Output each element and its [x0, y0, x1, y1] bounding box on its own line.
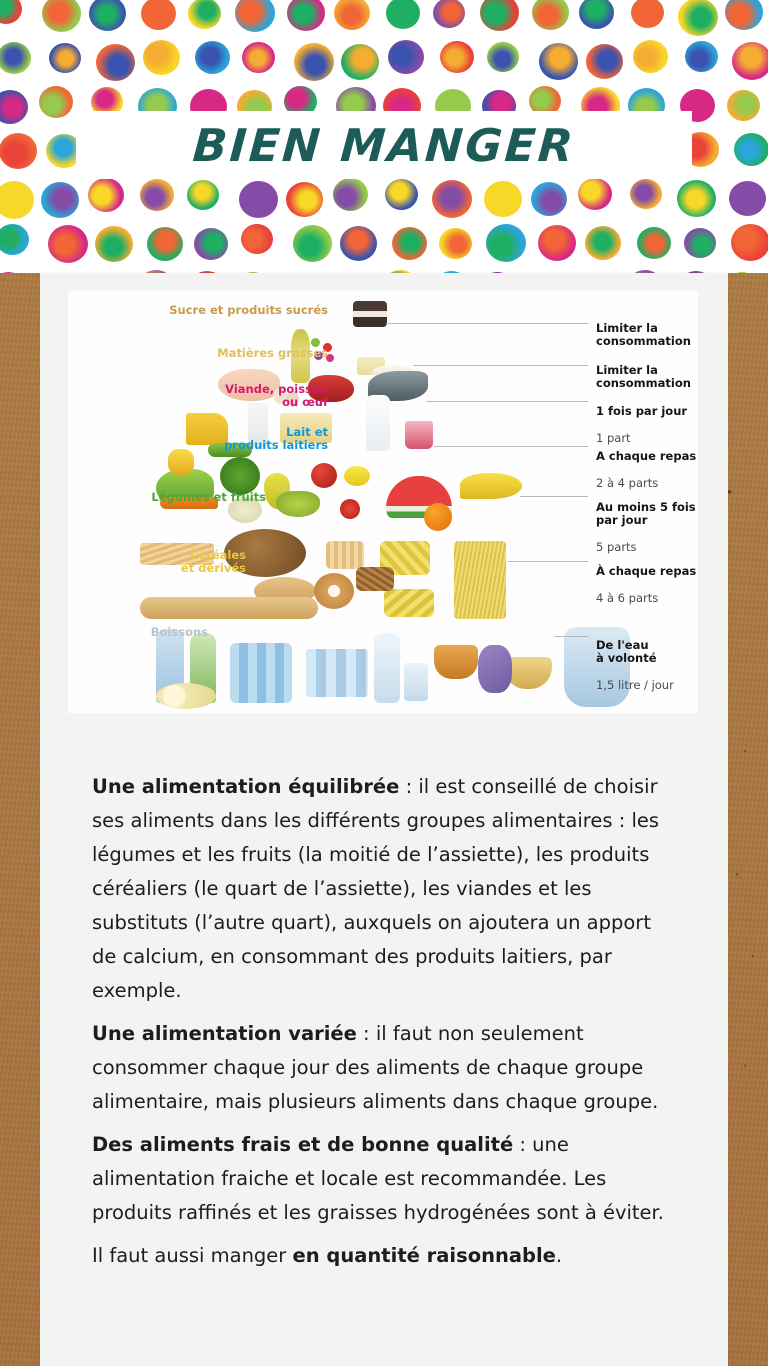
paragraph-emphasis: en quantité raisonnable — [292, 1244, 556, 1267]
watercolor-dot — [385, 179, 418, 210]
watercolor-dot — [630, 179, 662, 209]
watercolor-dot — [637, 227, 671, 259]
watercolor-dot — [333, 178, 368, 211]
pyramid-rule — [426, 401, 588, 402]
watercolor-dot — [0, 42, 31, 74]
watercolor-dot — [439, 228, 472, 259]
watercolor-dot — [49, 43, 81, 73]
food-tomato — [340, 499, 360, 519]
food-chamomile — [156, 683, 216, 709]
watercolor-dot — [487, 42, 519, 72]
paragraph-quantite — [92, 1239, 676, 1273]
watercolor-dot — [42, 0, 81, 32]
food-water-glasses — [306, 649, 368, 697]
watercolor-dot — [734, 133, 768, 166]
pyramid-rule — [434, 446, 588, 447]
watercolor-dot — [334, 0, 370, 30]
paragraph-variee — [92, 1017, 676, 1119]
watercolor-dot — [195, 41, 230, 74]
paragraph-text: Il faut aussi manger — [92, 1244, 293, 1267]
watercolor-dot — [484, 181, 522, 217]
food-plastic-bottles — [230, 643, 292, 703]
paragraph-text: . — [555, 1244, 563, 1267]
right-label-main: De l'eau à volonté — [596, 637, 657, 666]
food-spaghetti — [454, 541, 506, 619]
watercolor-dot — [440, 41, 474, 73]
right-label-sub: 2 à 4 parts — [596, 475, 659, 490]
food-yogurt — [405, 421, 433, 449]
watercolor-dot — [585, 226, 621, 260]
watercolor-dot — [388, 40, 424, 74]
watercolor-dot — [39, 86, 73, 118]
watercolor-dot — [631, 0, 664, 28]
watercolor-dot — [486, 224, 526, 262]
watercolor-dot — [392, 227, 427, 260]
food-tea-cup — [434, 645, 478, 679]
food-biscuits — [326, 541, 364, 569]
watercolor-dot — [235, 0, 275, 32]
watercolor-dot — [241, 224, 273, 254]
watercolor-dot — [95, 226, 133, 262]
watercolor-dot — [432, 180, 472, 218]
right-label-sub: 5 parts — [596, 540, 637, 555]
right-label-main: À chaque repas — [596, 563, 697, 578]
content-card — [40, 273, 728, 1366]
watercolor-dot — [0, 224, 29, 255]
watercolor-dot — [578, 178, 612, 210]
watercolor-dot — [242, 42, 275, 73]
food-milk-bottle — [366, 395, 390, 451]
right-label-main: Au moins 5 fois par jour — [596, 499, 696, 528]
watercolor-dot — [48, 225, 88, 263]
paragraph-lead: Une alimentation variée — [92, 1022, 357, 1045]
food-wheat-ears — [146, 581, 216, 595]
pyramid-label-legumes: Légumes et fruits — [151, 490, 266, 504]
right-label-main: Limiter la consommation — [596, 320, 691, 349]
watercolor-dot — [729, 181, 766, 216]
watercolor-dot — [732, 42, 768, 80]
right-label-main: A chaque repas — [596, 448, 697, 463]
watercolor-dot — [0, 272, 26, 273]
watercolor-dot — [147, 227, 183, 261]
food-sweets — [353, 301, 387, 327]
paragraph-text: : une alimentation fraiche et locale est recommandée. Les produits raffinés et les graisses hydrogénées sont à éviter. — [92, 1133, 664, 1224]
right-label-sub: 1,5 litre / jour — [596, 678, 674, 693]
watercolor-dot — [0, 133, 37, 169]
watercolor-dot — [539, 43, 578, 80]
paragraph-text: : il faut non seulement consommer chaque jour des aliments de chaque groupe alimentaire, mais plusieurs aliments dans chaque groupe. — [92, 1022, 659, 1113]
right-label-sub: 4 à 6 parts — [596, 590, 659, 605]
paragraph-frais — [92, 1128, 676, 1230]
watercolor-dot — [386, 0, 420, 29]
pyramid-rule — [554, 636, 588, 637]
food-pasta-farfalle — [384, 589, 434, 617]
pyramid-rule — [386, 323, 588, 324]
pyramid-right-label-5 — [596, 551, 696, 619]
food-baguette — [140, 597, 318, 619]
watercolor-dot — [586, 44, 623, 79]
watercolor-dot — [88, 178, 124, 212]
watercolor-dot — [239, 181, 278, 218]
food-banana — [460, 473, 522, 499]
watercolor-dot — [143, 40, 180, 75]
watercolor-dot — [287, 0, 325, 31]
food-lavender — [478, 645, 512, 693]
watercolor-dot — [725, 0, 763, 30]
pyramid-label-boissons: Boissons — [150, 625, 208, 639]
page-title: BIEN MANGER — [191, 118, 577, 172]
watercolor-dot — [727, 90, 760, 121]
food-lemon — [344, 466, 370, 486]
food-carafe — [374, 633, 400, 703]
food-orange — [424, 503, 452, 531]
watercolor-dot — [341, 44, 379, 80]
watercolor-dot — [677, 180, 716, 217]
pyramid-rule — [413, 365, 588, 366]
food-grapes — [276, 491, 320, 517]
watercolor-dot — [433, 0, 465, 28]
pyramid-label-sucre: Sucre et produits sucrés — [169, 303, 328, 317]
watercolor-dot — [286, 182, 323, 217]
watercolor-dot — [678, 0, 718, 36]
watercolor-dot — [187, 180, 219, 210]
pyramid-label-viande: Viande, poisson ou œuf — [225, 382, 328, 409]
watercolor-dot — [726, 272, 758, 273]
watercolor-dot — [140, 179, 174, 211]
watercolor-dot — [531, 182, 567, 216]
watercolor-dot — [0, 0, 22, 24]
pyramid-label-cereales: Céréales et dérivés — [180, 548, 246, 575]
title-banner — [76, 111, 692, 179]
paragraph-equilibree — [92, 770, 676, 1008]
watercolor-dot — [684, 228, 716, 258]
food-grains — [356, 567, 394, 591]
pyramid-rule — [508, 561, 588, 562]
food-pepper — [168, 449, 194, 475]
watercolor-dot — [89, 0, 126, 31]
watercolor-dot — [340, 226, 377, 261]
paragraph-text: : il est conseillé de choisir ses aliments dans les différents groupes alimentaires : les légumes et les fruits (la moitié de l’assiette), les produits céréaliers (le quart de l’assiette), les viandes et les substituts (l’autre quart), auxquels on ajoutera un apport de calcium, en consommant des produits laitiers, par exemple. — [92, 775, 660, 1002]
watercolor-dot — [0, 181, 34, 219]
watercolor-dot — [41, 182, 79, 218]
paragraph-lead: Une alimentation équilibrée — [92, 775, 400, 798]
watercolor-dot — [532, 0, 569, 30]
article-body — [92, 770, 676, 1282]
paragraph-lead: Des aliments frais et de bonne qualité — [92, 1133, 514, 1156]
watercolor-dot — [96, 44, 135, 81]
watercolor-dot — [188, 0, 221, 29]
watercolor-dot — [685, 41, 718, 72]
watercolor-dot — [538, 225, 576, 261]
pyramid-right-label-6 — [596, 625, 674, 706]
right-label-main: 1 fois par jour — [596, 403, 688, 418]
watercolor-dot — [579, 0, 614, 29]
watercolor-dot — [141, 0, 176, 30]
watercolor-dot — [480, 0, 519, 31]
watercolor-dot — [293, 225, 332, 262]
pyramid-label-lait: Lait et produits laitiers — [224, 425, 328, 452]
watercolor-dot — [294, 43, 334, 81]
watercolor-dot — [0, 90, 28, 124]
right-label-sub: 1 part — [596, 430, 631, 445]
right-label-main: Limiter la consommation — [596, 362, 691, 391]
watercolor-dot — [633, 40, 668, 73]
watercolor-dot — [731, 224, 768, 261]
pyramid-label-matieres: Matières grasses — [217, 346, 328, 360]
food-drinking-glass — [404, 663, 428, 701]
pyramid-rule — [520, 496, 588, 497]
watercolor-dot — [194, 228, 228, 260]
food-bagel — [314, 573, 354, 609]
food-pyramid-figure — [68, 291, 698, 713]
food-apple — [311, 463, 337, 488]
